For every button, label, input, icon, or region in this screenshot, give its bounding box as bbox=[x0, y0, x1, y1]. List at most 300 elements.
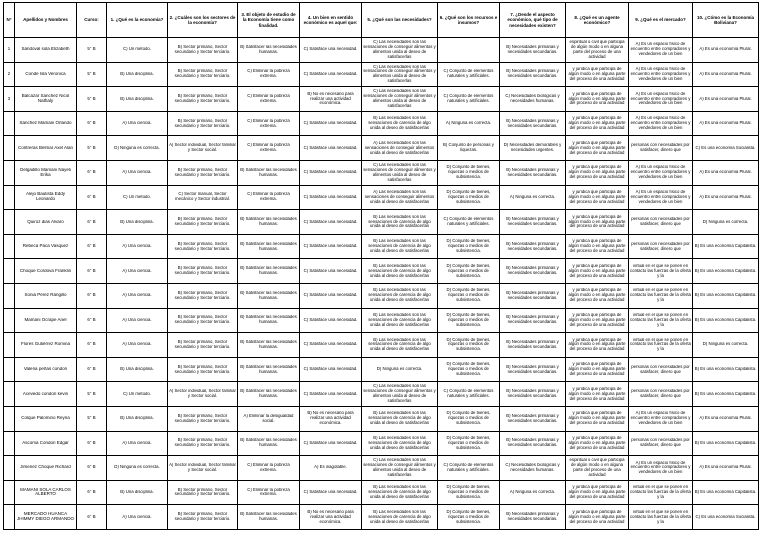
answer-q6 bbox=[438, 38, 500, 63]
answer-q8-text: y jurídica que participa de algún modo o en alguna parte del proceso de una actividad bbox=[568, 140, 626, 155]
table-row bbox=[4, 333, 759, 358]
answer-q9-text: personas con necesidades por satisfacer, dinero que bbox=[631, 389, 690, 399]
answer-q3 bbox=[238, 333, 300, 358]
answer-q1 bbox=[107, 406, 168, 431]
answer-q6-text: D) Conjunto de bienes, riquezas o medios de subsistencia. bbox=[446, 337, 491, 352]
answer-q2-text: B) Sector primario, Sector secundario y Sector terciario. bbox=[174, 118, 231, 128]
answer-q8 bbox=[566, 480, 629, 505]
answer-q4 bbox=[300, 87, 362, 112]
course bbox=[77, 456, 107, 481]
answer-q2-text: B) Sector primario, Sector secundario y Sector terciario. bbox=[174, 413, 231, 423]
table-row bbox=[4, 210, 759, 235]
answer-q6-text: D) Conjunto de bienes, riquezas o medios de subsistencia. bbox=[446, 190, 491, 204]
answer-q9 bbox=[629, 160, 693, 185]
table-row bbox=[4, 283, 759, 308]
answer-q5 bbox=[362, 185, 438, 210]
answer-q4-text: A) Es inagotable. bbox=[314, 465, 347, 470]
answer-q7-text: B) Necesidades primarias y necesidades secundarias. bbox=[506, 290, 559, 300]
answer-q6-text: D) Conjunto de bienes, riquezas o medios de subsistencia. bbox=[446, 239, 491, 253]
course-text: 6° B bbox=[87, 244, 96, 249]
survey-sheet bbox=[3, 2, 758, 530]
answer-q8-text: y jurídica que participa de algún modo o en alguna parte del proceso de una actividad bbox=[568, 485, 626, 499]
answer-q9-text: A) Es un espacio físico de encuentro entre compradores y vendedores de un bien bbox=[630, 67, 691, 81]
answer-q8 bbox=[566, 283, 629, 308]
answer-q5-text: B) Las necesidades son las sensaciones de carencia de algo unida al deseo de satisfacerlas bbox=[368, 116, 431, 131]
student-name bbox=[15, 333, 77, 358]
answer-q6-text: D) Conjunto de bienes, riquezas o medios de subsistencia. bbox=[446, 288, 491, 303]
answer-q7 bbox=[500, 431, 566, 456]
answer-q4-text: C) Satisface una necesidad. bbox=[303, 317, 358, 322]
answer-q2 bbox=[168, 111, 238, 136]
answer-q10-text: B) Es una economía Capitalista. bbox=[694, 293, 757, 298]
answer-q5 bbox=[362, 111, 438, 136]
answer-q5 bbox=[362, 259, 438, 284]
course bbox=[77, 210, 107, 235]
answer-q1 bbox=[107, 234, 168, 259]
answer-q9-text: virtual en el que se ponen en contacto las fuerzas de la oferta y la bbox=[630, 485, 691, 499]
answer-q8 bbox=[566, 357, 629, 382]
answer-q3 bbox=[238, 283, 300, 308]
table-row bbox=[4, 160, 759, 185]
answer-q2-text: B) Sector primario, Sector secundario y Sector terciario. bbox=[174, 94, 231, 103]
answer-q10-text: B) Es una economía Capitalista. bbox=[694, 244, 757, 249]
answer-q7-text: C) Necesidades biológicas y necesidades humanas. bbox=[505, 462, 560, 472]
answer-q2-text: A) Sector individual, Sector familiar y Sector social. bbox=[169, 389, 236, 399]
answer-q8 bbox=[566, 431, 629, 456]
student-name bbox=[15, 456, 77, 481]
answer-q3 bbox=[238, 357, 300, 382]
answer-q5 bbox=[362, 431, 438, 456]
answer-q1 bbox=[107, 185, 168, 210]
answer-q6 bbox=[438, 87, 500, 112]
student-name-text: Ascoma Condori Edgar bbox=[22, 440, 69, 445]
answer-q9 bbox=[629, 283, 693, 308]
answer-q4 bbox=[300, 234, 362, 259]
student-name bbox=[15, 505, 77, 530]
answer-q5 bbox=[362, 357, 438, 382]
row-number bbox=[4, 259, 15, 284]
answer-q1-text: C) Un método. bbox=[123, 194, 151, 199]
answer-q7 bbox=[500, 382, 566, 407]
answer-q7 bbox=[500, 210, 566, 235]
answer-q8 bbox=[566, 259, 629, 284]
answer-q4-text: C) Satisface una necesidad. bbox=[303, 440, 358, 445]
answer-q1-text: D) Ninguna es correcta. bbox=[114, 145, 160, 150]
course bbox=[77, 308, 107, 333]
answer-q2 bbox=[168, 160, 238, 185]
student-name-text: Conde Isla Veronica bbox=[25, 71, 66, 76]
answer-q4 bbox=[300, 38, 362, 63]
answer-q8-text: y jurídica que participa de algún modo o en alguna parte del proceso de una actividad bbox=[568, 263, 626, 278]
answer-q2-text: B) Sector primario, Sector secundario y Sector terciario. bbox=[174, 364, 231, 374]
course-text: 6° B bbox=[87, 170, 96, 175]
answer-q5-text: B) Las necesidades son las sensaciones de carencia de algo unida al deseo de satisfacerlas bbox=[368, 485, 431, 499]
answer-q6 bbox=[438, 283, 500, 308]
answer-q3 bbox=[238, 210, 300, 235]
answer-q3 bbox=[238, 308, 300, 333]
answer-q10-text: B) Es una economía Capitalista. bbox=[694, 268, 757, 273]
student-name bbox=[15, 87, 77, 112]
answer-q10 bbox=[693, 62, 759, 87]
answer-q6 bbox=[438, 431, 500, 456]
table-row bbox=[4, 62, 759, 87]
answer-q8-text: y jurídica que participa de algún modo o en alguna parte del proceso de una actividad bbox=[568, 435, 626, 450]
answer-q4-text: C) Satisface una necesidad. bbox=[303, 342, 358, 347]
table-row bbox=[4, 38, 759, 63]
answer-q1-text: A) Una ciencia. bbox=[122, 342, 152, 347]
answer-q9-text: virtual en el que se ponen en contacto las fuerzas de la oferta y la bbox=[630, 288, 691, 303]
answer-q3 bbox=[238, 38, 300, 63]
answer-q1-text: A) Una ciencia. bbox=[122, 170, 152, 175]
answer-q7 bbox=[500, 357, 566, 382]
answer-q1-text: B) Una disciplina. bbox=[120, 219, 154, 224]
answer-q2-text: B) Sector primario, Sector secundario y Sector terciario. bbox=[174, 315, 231, 325]
answer-q3-text: B) Satisfacer las necesidades humanas. bbox=[240, 266, 297, 276]
answer-q7 bbox=[500, 160, 566, 185]
table-row bbox=[4, 406, 759, 431]
answer-q2 bbox=[168, 234, 238, 259]
answer-q2 bbox=[168, 185, 238, 210]
answer-q8-text: y jurídica que participa de algún modo o en alguna parte del proceso de una actividad bbox=[568, 91, 626, 106]
answer-q8 bbox=[566, 136, 629, 161]
answer-q1 bbox=[107, 456, 168, 481]
answer-q3-text: B) Satisfacer las necesidades humanas. bbox=[240, 290, 297, 300]
answer-q3 bbox=[238, 259, 300, 284]
student-name bbox=[15, 38, 77, 63]
student-name bbox=[15, 259, 77, 284]
student-name-text: Alejo Bautista Eddy Leonardo bbox=[25, 192, 66, 202]
answer-q7-text: B) Necesidades primarias y necesidades secundarias. bbox=[506, 364, 559, 374]
answer-q2 bbox=[168, 333, 238, 358]
answer-q4 bbox=[300, 160, 362, 185]
row-number bbox=[4, 38, 15, 63]
answer-q9-text: virtual en el que se ponen en contacto las fuerzas de la oferta y la bbox=[630, 312, 691, 327]
header-question-4: 4. Un bien en sentido económico es aquel que: bbox=[300, 3, 362, 38]
answer-q10 bbox=[693, 406, 759, 431]
answer-q6 bbox=[438, 136, 500, 161]
answer-q8 bbox=[566, 234, 629, 259]
answer-q10-text: A) Es una economía Plural. bbox=[699, 47, 752, 52]
row-number bbox=[4, 406, 15, 431]
answer-q8-text: y jurídica que participa de algún modo o en alguna parte del proceso de una actividad bbox=[568, 190, 626, 204]
answer-q9 bbox=[629, 62, 693, 87]
answer-q4 bbox=[300, 259, 362, 284]
answer-q8-text: y jurídica que participa de algún modo o en alguna parte del proceso de una actividad bbox=[568, 411, 626, 426]
answer-q9-text: A) Es un espacio físico de encuentro entre compradores y vendedores de un bien bbox=[630, 116, 691, 131]
answer-q3-text: C) Eliminar la pobreza extrema. bbox=[247, 143, 290, 153]
course-text: 6° B bbox=[87, 490, 96, 495]
answer-q7-text: B) Necesidades primarias y necesidades secundarias. bbox=[506, 69, 559, 79]
answer-q8 bbox=[566, 406, 629, 431]
answer-q6 bbox=[438, 234, 500, 259]
student-name-text: Contreras Belmar Axel Alan bbox=[17, 145, 74, 150]
table-row bbox=[4, 259, 759, 284]
course bbox=[77, 111, 107, 136]
table-row bbox=[4, 357, 759, 382]
answer-q5-text: B) Las necesidades son las sensaciones de carencia de algo unida al deseo de satisfacerlas bbox=[368, 337, 431, 352]
course bbox=[77, 406, 107, 431]
answer-q9 bbox=[629, 234, 693, 259]
answer-q3 bbox=[238, 456, 300, 481]
table-row bbox=[4, 505, 759, 530]
answer-q1 bbox=[107, 136, 168, 161]
student-name-text: Sanchez Mamani Orlando bbox=[19, 121, 72, 126]
answer-q7-text: A) Ninguna es correcta. bbox=[509, 490, 556, 495]
header-question-9: 9. ¿Qué es el mercado? bbox=[629, 3, 693, 38]
answer-q8 bbox=[566, 185, 629, 210]
course bbox=[77, 357, 107, 382]
answer-q2-text: B) Sector primario, Sector secundario y Sector terciario. bbox=[174, 340, 231, 349]
answer-q9 bbox=[629, 87, 693, 112]
answer-q9-text: virtual en el que se ponen en contacto las fuerzas de la oferta y la bbox=[630, 263, 691, 278]
header-question-2: 2. ¿Cuáles son los sectores de la economía? bbox=[168, 3, 238, 38]
answer-q7 bbox=[500, 308, 566, 333]
answer-q10 bbox=[693, 160, 759, 185]
course bbox=[77, 160, 107, 185]
answer-q10-text: C) Es una economía Socialista. bbox=[695, 145, 756, 150]
answer-q3-text: C) Eliminar la pobreza extrema. bbox=[247, 487, 290, 497]
row-number bbox=[4, 234, 15, 259]
answer-q4 bbox=[300, 62, 362, 87]
answer-q3-text: B) Satisfacer las necesidades humanas. bbox=[240, 340, 297, 349]
row-number bbox=[4, 333, 15, 358]
answer-q6 bbox=[438, 406, 500, 431]
course-text: 5° B bbox=[87, 416, 96, 421]
answer-q9-text: A) Es un espacio físico de encuentro entre compradores y vendedores de un bien bbox=[630, 190, 691, 204]
row-number bbox=[4, 480, 15, 505]
answer-q6 bbox=[438, 456, 500, 481]
answer-q4-text: C) Satisface una necesidad. bbox=[303, 47, 358, 52]
answer-q5-text: B) Las necesidades son las sensaciones de carencia de algo unida al deseo de satisfacerlas bbox=[368, 288, 431, 303]
answer-q1-text: B) Una disciplina. bbox=[120, 96, 154, 101]
answer-q10 bbox=[693, 357, 759, 382]
answer-q3 bbox=[238, 431, 300, 456]
row-number bbox=[4, 357, 15, 382]
answer-q5-text: C) Las necesidades son las sensaciones de conseguir alimentos y alimentos unida al deseo de satisfacerlas bbox=[363, 89, 436, 108]
student-name-text: Balcazar Sanchez Nicol Nathaly bbox=[21, 94, 70, 103]
student-name-text: Mamani Ocrape Anel bbox=[24, 317, 67, 322]
answer-q7-text: B) Necesidades primarias y necesidades secundarias. bbox=[506, 241, 559, 251]
answer-q7 bbox=[500, 62, 566, 87]
answer-q6-text: D) Conjunto de bienes, riquezas o medios de subsistencia. bbox=[446, 411, 491, 426]
answer-q7 bbox=[500, 505, 566, 530]
answer-q5-text: B) Las necesidades son las sensaciones de carencia de algo unida al deseo de satisfacerlas bbox=[368, 214, 431, 229]
answer-q8 bbox=[566, 62, 629, 87]
answer-q1-text: D) Ninguna es correcta. bbox=[114, 465, 160, 470]
answer-q4 bbox=[300, 210, 362, 235]
course bbox=[77, 259, 107, 284]
answer-q4-text: B) No es necesario para realizar una actividad económica. bbox=[307, 91, 354, 106]
answer-q10 bbox=[693, 38, 759, 63]
student-name bbox=[15, 185, 77, 210]
answer-q7 bbox=[500, 111, 566, 136]
answer-q9-text: virtual en el que se ponen en contacto las fuerzas de la oferta y la bbox=[630, 509, 691, 524]
course-text: 6° B bbox=[87, 219, 96, 224]
answer-q9 bbox=[629, 406, 693, 431]
student-name-text: Colque Palomino Reyna bbox=[21, 416, 70, 421]
table-row bbox=[4, 308, 759, 333]
answer-q1 bbox=[107, 357, 168, 382]
answer-q6 bbox=[438, 111, 500, 136]
student-name-text: Sonia Pérez Rangillo bbox=[24, 293, 67, 298]
answer-q9-text: A) Es un espacio físico de encuentro entre compradores y vendedores de un bien bbox=[630, 460, 691, 475]
answer-q9-text: virtual en el que se ponen en contacto las fuerzas de la oferta y la bbox=[630, 337, 691, 352]
answer-q4 bbox=[300, 431, 362, 456]
answer-q4 bbox=[300, 283, 362, 308]
answer-q2 bbox=[168, 87, 238, 112]
table-row bbox=[4, 136, 759, 161]
answer-q3 bbox=[238, 111, 300, 136]
answer-q4-text: B) No es necesario para realizar una actividad económica. bbox=[307, 411, 354, 426]
student-name bbox=[15, 480, 77, 505]
answer-q10-text: A) Es una economía Plural. bbox=[699, 170, 752, 175]
answer-q5-text: B) Las necesidades son las sensaciones de carencia de algo unida al deseo de satisfacerlas bbox=[368, 411, 431, 426]
answer-q7-text: B) Necesidades primarias y necesidades secundarias. bbox=[506, 118, 559, 128]
answer-q9-text: A) Es un espacio físico de encuentro entre compradores y vendedores de un bien bbox=[630, 42, 691, 57]
answer-q9 bbox=[629, 382, 693, 407]
header-row bbox=[4, 3, 759, 38]
answer-q2 bbox=[168, 283, 238, 308]
answer-q1-text: A) Una ciencia. bbox=[122, 514, 152, 519]
student-name bbox=[15, 111, 77, 136]
answer-q8-text: y jurídica que participa de algún modo o en alguna parte del proceso de una actividad bbox=[568, 116, 626, 131]
answer-q10 bbox=[693, 480, 759, 505]
answer-q7 bbox=[500, 283, 566, 308]
answer-q10-text: D) Ninguna es correcta. bbox=[702, 342, 749, 347]
answer-q10-text: A) Es una economía Plural. bbox=[699, 194, 752, 199]
answer-q10 bbox=[693, 87, 759, 112]
student-name bbox=[15, 234, 77, 259]
answer-q10-text: C) Es una economía Socialista. bbox=[695, 514, 756, 519]
answer-q3 bbox=[238, 160, 300, 185]
answer-q8-text: y jurídica que participa de algún modo o en alguna parte del proceso de una actividad bbox=[568, 67, 626, 81]
answer-q8-text: y jurídica que participa de algún modo o en alguna parte del proceso de una actividad bbox=[568, 214, 626, 229]
table-row bbox=[4, 234, 759, 259]
answer-q7 bbox=[500, 38, 566, 63]
answer-q8-text: y jurídica que participa de algún modo o en alguna parte del proceso de una actividad bbox=[568, 362, 626, 376]
answer-q9 bbox=[629, 357, 693, 382]
student-name-text: Delgadillo Mamani Nayeli Erika bbox=[20, 167, 71, 177]
answer-q4 bbox=[300, 136, 362, 161]
answer-q2 bbox=[168, 505, 238, 530]
table-row bbox=[4, 431, 759, 456]
answer-q8-text: espiritual o civil que participa de algún modo o en alguna parte del proceso de una actividad bbox=[569, 39, 625, 59]
answer-q1-text: A) Una ciencia. bbox=[122, 293, 152, 298]
table-row bbox=[4, 185, 759, 210]
answer-q2-text: B) Sector primario, Sector secundario y Sector terciario. bbox=[174, 512, 231, 522]
answer-q6-text: D) Conjunto de bienes, riquezas o medios de subsistencia. bbox=[446, 362, 491, 376]
answer-q5-text: D) Ninguna es correcta. bbox=[376, 367, 423, 372]
answer-q1 bbox=[107, 283, 168, 308]
answer-q3 bbox=[238, 480, 300, 505]
answer-q7 bbox=[500, 87, 566, 112]
answer-q4-text: C) Satisface una necesidad. bbox=[303, 121, 358, 126]
answer-q3-text: B) Satisfacer las necesidades humanas. bbox=[240, 512, 297, 522]
answer-q8-text: y jurídica que participa de algún modo o en alguna parte del proceso de una actividad bbox=[568, 165, 626, 180]
course-text: 6° B bbox=[87, 317, 96, 322]
answer-q1-text: B) Una disciplina. bbox=[120, 71, 154, 76]
answer-q7-text: B) Necesidades primarias y necesidades secundarias. bbox=[506, 315, 559, 325]
answer-q1 bbox=[107, 62, 168, 87]
answer-q1-text: B) Una disciplina. bbox=[120, 367, 154, 372]
answer-q3-text: C) Eliminar la pobreza extrema. bbox=[247, 462, 290, 472]
answer-q8-text: y jurídica que participa de algún modo o en alguna parte del proceso de una actividad bbox=[568, 386, 626, 401]
answer-q4 bbox=[300, 480, 362, 505]
answer-q3 bbox=[238, 185, 300, 210]
answer-q10-text: A) Es una economía Plural. bbox=[699, 121, 752, 126]
answer-q1-text: C) Un método. bbox=[123, 391, 151, 396]
student-name-text: Jimenez Choque Richard bbox=[20, 465, 71, 470]
answer-q9 bbox=[629, 333, 693, 358]
answer-q7 bbox=[500, 333, 566, 358]
answer-q5-text: C) Las necesidades son las sensaciones de conseguir alimentos y alimentos unida al deseo de satisfacerlas bbox=[363, 162, 436, 182]
course-text: 6° B bbox=[87, 440, 96, 445]
answer-q4-text: C) Satisface una necesidad. bbox=[303, 244, 358, 249]
answer-q2 bbox=[168, 210, 238, 235]
student-name-text: Flores Gutiérrez Romina bbox=[20, 342, 70, 347]
answer-q7-text: B) Necesidades primarias y necesidades secundarias. bbox=[506, 167, 559, 177]
student-name-text: Valeria peñas condori bbox=[23, 367, 68, 372]
answer-q6 bbox=[438, 62, 500, 87]
answer-q2-text: B) Sector primario, Sector secundario y Sector terciario. bbox=[174, 167, 231, 177]
answer-q9 bbox=[629, 111, 693, 136]
answer-q9-text: A) Es un espacio físico de encuentro entre compradores y vendedores de un bien bbox=[630, 165, 691, 180]
answer-q3 bbox=[238, 505, 300, 530]
student-name bbox=[15, 357, 77, 382]
answer-q10-text: D) Ninguna es correcta. bbox=[702, 219, 749, 224]
answer-q5-text: B) Las necesidades son las sensaciones de carencia de algo unida al deseo de satisfacerlas bbox=[368, 239, 431, 253]
answer-q6-text: C) Conjunto de elementos naturales y artificiales. bbox=[443, 69, 494, 79]
header-question-1: 1. ¿Qué es la economía? bbox=[107, 3, 168, 38]
answer-q7-text: B) Necesidades primarias y necesidades secundarias. bbox=[506, 413, 559, 423]
answer-q5-text: B) Las necesidades son las sensaciones de carencia de algo unida al deseo de satisfacerlas bbox=[368, 312, 431, 327]
answer-q4 bbox=[300, 357, 362, 382]
answer-q7-text: B) Necesidades primarias y necesidades secundarias. bbox=[506, 389, 559, 399]
course-text: 5° B bbox=[87, 391, 96, 396]
answer-q1-text: A) Una ciencia. bbox=[122, 121, 152, 126]
answer-q1 bbox=[107, 38, 168, 63]
answer-q10-text: B) Es una economía Capitalista. bbox=[694, 317, 757, 322]
course bbox=[77, 333, 107, 358]
answer-q2 bbox=[168, 38, 238, 63]
student-name bbox=[15, 431, 77, 456]
header-number: N° bbox=[4, 3, 15, 38]
answer-q6-text: C) Conjunto de elementos naturales y artificiales. bbox=[443, 217, 494, 226]
answer-q1 bbox=[107, 210, 168, 235]
course bbox=[77, 431, 107, 456]
answer-q3-text: C) Eliminar la pobreza extrema. bbox=[247, 118, 290, 128]
answer-q7-text: D) Necesidades demorables y necesidades urgentes. bbox=[503, 143, 562, 153]
student-name-text: Sandoval sola Elizabeth bbox=[21, 47, 70, 52]
survey-table bbox=[3, 2, 759, 530]
answer-q2-text: B) Sector primario, Sector secundario y Sector terciario. bbox=[174, 241, 231, 251]
answer-q2 bbox=[168, 456, 238, 481]
answer-q5-text: C) Las necesidades son las sensaciones de conseguir alimentos y alimentos unida al deseo de satisfacerlas bbox=[363, 39, 436, 59]
header-course: Curso: bbox=[77, 3, 107, 38]
student-name-text: Rebeca Paca Vasquez bbox=[22, 244, 69, 249]
answer-q6-text: A) Ninguna es correcta. bbox=[445, 121, 492, 126]
answer-q5-text: B) Las necesidades son las sensaciones de carencia de algo unida al deseo de satisfacerlas bbox=[368, 263, 431, 278]
header-question-6: 6. ¿Qué son los recursos e insumos? bbox=[438, 3, 500, 38]
row-number bbox=[4, 431, 15, 456]
answer-q8-text: y jurídica que participa de algún modo o en alguna parte del proceso de una actividad bbox=[568, 288, 626, 303]
table-row bbox=[4, 480, 759, 505]
answer-q5 bbox=[362, 160, 438, 185]
course-text: 5° B bbox=[87, 145, 96, 150]
answer-q2 bbox=[168, 480, 238, 505]
answer-q10 bbox=[693, 283, 759, 308]
answer-q6 bbox=[438, 382, 500, 407]
